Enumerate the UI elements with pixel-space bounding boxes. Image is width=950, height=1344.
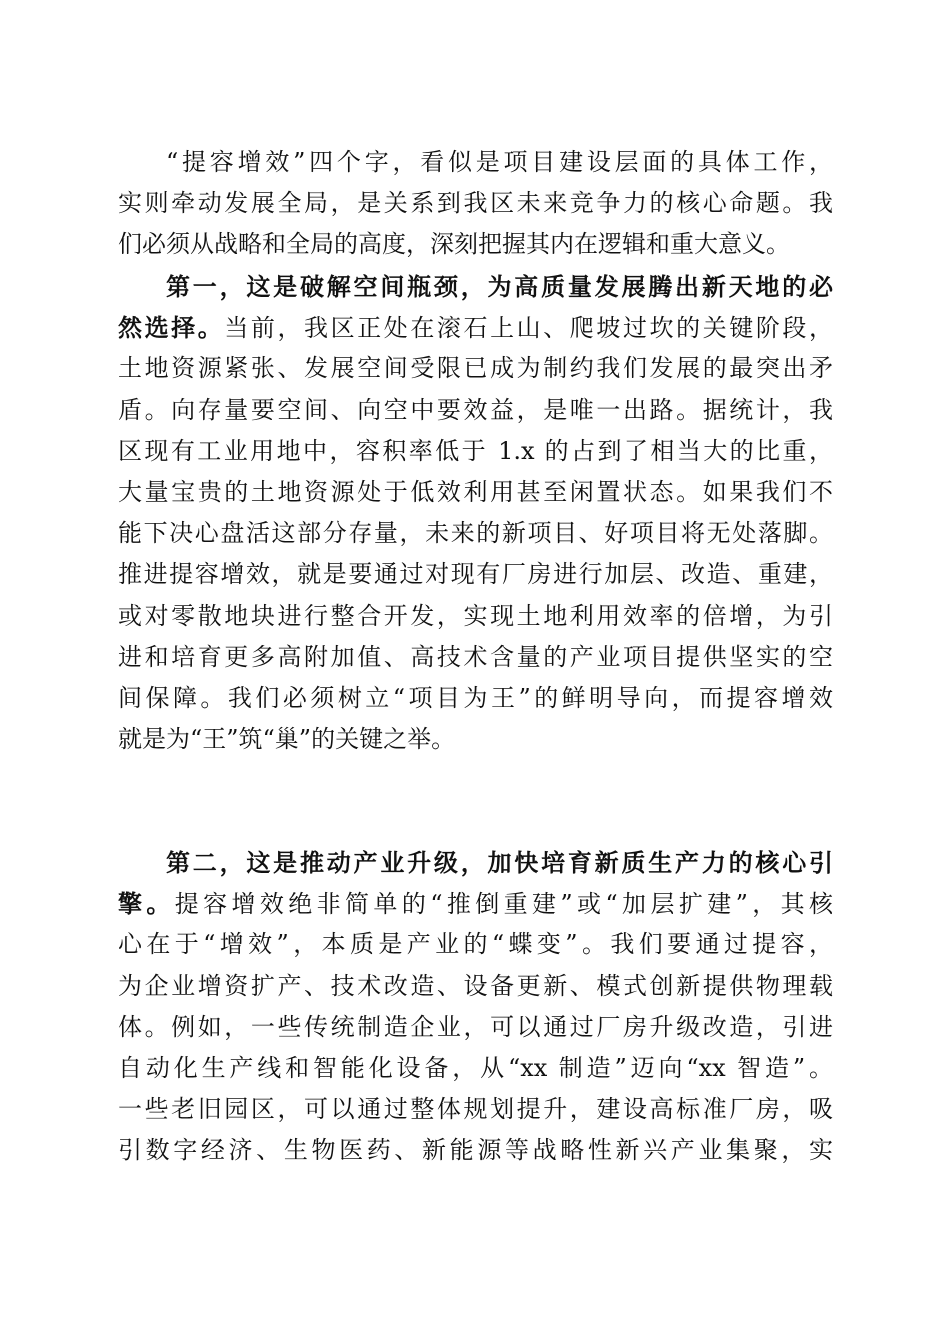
- text-line: 推进提容增效，就是要通过对现有厂房进行加层、改造、重建，: [118, 560, 833, 589]
- text-line: [118, 883, 833, 924]
- paragraph-first-point: [118, 266, 833, 760]
- text-line: 或对零散地块进行整合开发，实现土地利用效率的倍增，为引: [118, 601, 833, 630]
- text-line: 心在于“增效”，本质是产业的“蝶变”。我们要通过提容，: [118, 930, 833, 959]
- text-line: 一些老旧园区，可以通过整体规划提升，建设高标准厂房，吸: [118, 1095, 833, 1124]
- text-line: 为企业增资扩产、技术改造、设备更新、模式创新提供物理载: [118, 971, 833, 1000]
- text-line: 引数字经济、生物医药、新能源等战略性新兴产业集聚，实: [118, 1136, 833, 1165]
- text-line: 们必须从战略和全局的高度，深刻把握其内在逻辑和重大意义。: [118, 230, 790, 259]
- point-heading: 第一，这是破解空间瓶颈，为高质量发展腾出新天地的必: [166, 272, 833, 301]
- text-line: 土地资源紧张、发展空间受限已成为制约我们发展的最突出矛: [118, 354, 833, 383]
- text-line: 盾。向存量要空间、向空中要效益，是唯一出路。据统计，我: [118, 395, 833, 424]
- text-fragment: 提容增效绝非简单的“推倒重建”或“加层扩建”，其核: [174, 890, 834, 919]
- text-line: 体。例如，一些传统制造企业，可以通过厂房升级改造，引进: [118, 1012, 833, 1041]
- point-heading-end: 然选择。: [118, 313, 225, 343]
- text-line: 区现有工业用地中，容积率低于 1.x 的占到了相当大的比重，: [118, 436, 833, 465]
- text-line: 自动化生产线和智能化设备，从“xx 制造”迈向“xx 智造”。: [118, 1053, 833, 1082]
- text-line: [118, 307, 833, 348]
- text-line: 能下决心盘活这部分存量，未来的新项目、好项目将无处落脚。: [118, 519, 833, 548]
- paragraph-intro: [118, 142, 833, 266]
- paragraph-second-point: [118, 842, 833, 1172]
- point-heading-end: 擎。: [118, 889, 175, 919]
- text-line: 大量宝贵的土地资源处于低效利用甚至闲置状态。如果我们不: [118, 477, 833, 506]
- text-line: “提容增效”四个字，看似是项目建设层面的具体工作，: [166, 148, 833, 176]
- text-line: 进和培育更多高附加值、高技术含量的产业项目提供坚实的空: [118, 642, 833, 671]
- text-line: 实则牵动发展全局，是关系到我区未来竞争力的核心命题。我: [118, 189, 833, 218]
- text-fragment: 当前，我区正处在滚石上山、爬坡过坎的关键阶段，: [224, 314, 834, 343]
- text-line: 就是为“王”筑“巢”的关键之举。: [118, 725, 456, 754]
- point-heading: 第二，这是推动产业升级，加快培育新质生产力的核心引: [166, 848, 833, 877]
- text-line: 间保障。我们必须树立“项目为王”的鲜明导向，而提容增效: [118, 683, 833, 712]
